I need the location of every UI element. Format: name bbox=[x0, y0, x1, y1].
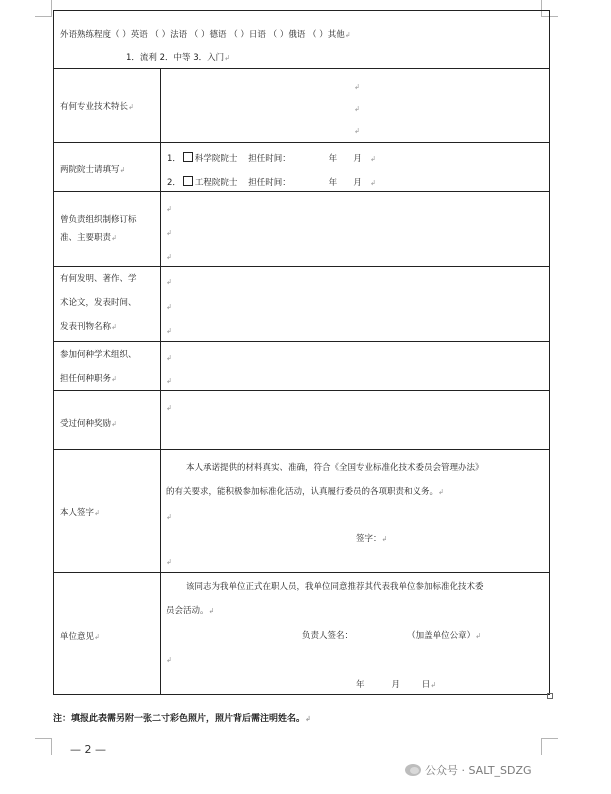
academician-label: 两院院士请填写↲ bbox=[60, 165, 126, 175]
organizations-label: 参加何种学术组织、 担任何种职务↲ bbox=[60, 350, 137, 384]
form-note: 注：填报此表需另附一张二寸彩色照片，照片背后需注明姓名。↲ bbox=[53, 714, 311, 724]
specialty-input-line-3[interactable]: ↲ bbox=[354, 127, 360, 135]
crop-mark-top-left bbox=[35, 0, 52, 17]
crop-mark-bottom-right bbox=[541, 738, 558, 755]
standards-input[interactable]: ↲ bbox=[166, 205, 172, 213]
row-divider bbox=[54, 572, 549, 573]
signature-label: 本人签字↲ bbox=[60, 508, 100, 518]
academician-option-1: 1． 科学院院士 担任时间： 年 月 ↲ bbox=[167, 154, 376, 164]
row-divider bbox=[54, 341, 549, 342]
language-line-2: 1．流利 2．中等 3．入门↲ bbox=[126, 53, 231, 63]
row-divider bbox=[54, 191, 549, 192]
watermark-text: 公众号 · SALT_SDZG bbox=[425, 764, 532, 777]
page-number: — 2 — bbox=[70, 743, 106, 756]
signature-sign-field[interactable]: 签字：↲ bbox=[356, 534, 388, 544]
standards-input-line-2[interactable]: ↲ bbox=[166, 229, 172, 237]
row-divider bbox=[54, 390, 549, 391]
specialty-input-line-2[interactable]: ↲ bbox=[354, 105, 360, 113]
signature-blank-line-2: ↲ bbox=[166, 558, 172, 566]
signature-text-line-2: 的有关要求，能积极参加标准化活动，认真履行委员的各项职责和义务。↲ bbox=[166, 487, 444, 497]
publications-label: 有何发明、著作、学 术论文，发表时间、 发表刊物名称↲ bbox=[60, 274, 137, 332]
row-divider bbox=[54, 68, 549, 69]
science-academy-checkbox[interactable] bbox=[183, 152, 193, 162]
application-form-table bbox=[53, 10, 550, 695]
organizations-input[interactable]: ↲ bbox=[166, 354, 172, 362]
unit-text-line-1: 该同志为我单位正式在职人员，我单位同意推荐其代表我单位参加标准化技术委 bbox=[186, 582, 484, 592]
organizations-input-line-2[interactable]: ↲ bbox=[166, 377, 172, 385]
standards-label: 曾负责组织制修订标 准、主要职责↲ bbox=[60, 215, 137, 243]
row-divider bbox=[54, 266, 549, 267]
table-resize-handle[interactable] bbox=[547, 693, 553, 699]
unit-opinion-label: 单位意见↲ bbox=[60, 632, 100, 642]
signature-text-line-1: 本人承诺提供的材料真实、准确，符合《全国专业标准化技术委员会管理办法》 bbox=[186, 463, 484, 473]
watermark bbox=[405, 762, 532, 778]
academician-option-2: 2． 工程院院士 担任时间： 年 月 ↲ bbox=[167, 178, 376, 188]
unit-blank-line: ↲ bbox=[166, 656, 172, 664]
signature-blank-line: ↲ bbox=[166, 513, 172, 521]
row-divider bbox=[54, 449, 549, 450]
unit-text-line-2: 员会活动。↲ bbox=[166, 606, 215, 616]
specialty-input[interactable]: ↲ bbox=[354, 83, 360, 91]
wechat-icon bbox=[405, 764, 421, 776]
unit-date[interactable]: 年 月 日↲ bbox=[356, 680, 437, 690]
crop-mark-bottom-left bbox=[35, 738, 52, 755]
specialty-label: 有何专业技术特长↲ bbox=[60, 102, 134, 112]
unit-responsible-signature[interactable]: 负责人签名： （加盖单位公章）↲ bbox=[302, 631, 481, 641]
publications-input-line-3[interactable]: ↲ bbox=[166, 327, 172, 335]
awards-input[interactable]: ↲ bbox=[166, 404, 172, 412]
awards-label: 受过何种奖励↲ bbox=[60, 419, 117, 429]
language-line-1: 外语熟练程度（ ）英语 （ ）法语 （ ）德语 （ ）日语 （ ）俄语 （ ）其他↲ bbox=[60, 30, 351, 40]
publications-input-line-2[interactable]: ↲ bbox=[166, 303, 172, 311]
column-divider bbox=[160, 68, 161, 694]
publications-input[interactable]: ↲ bbox=[166, 278, 172, 286]
standards-input-line-3[interactable]: ↲ bbox=[166, 253, 172, 261]
row-divider bbox=[54, 142, 549, 143]
engineering-academy-checkbox[interactable] bbox=[183, 176, 193, 186]
